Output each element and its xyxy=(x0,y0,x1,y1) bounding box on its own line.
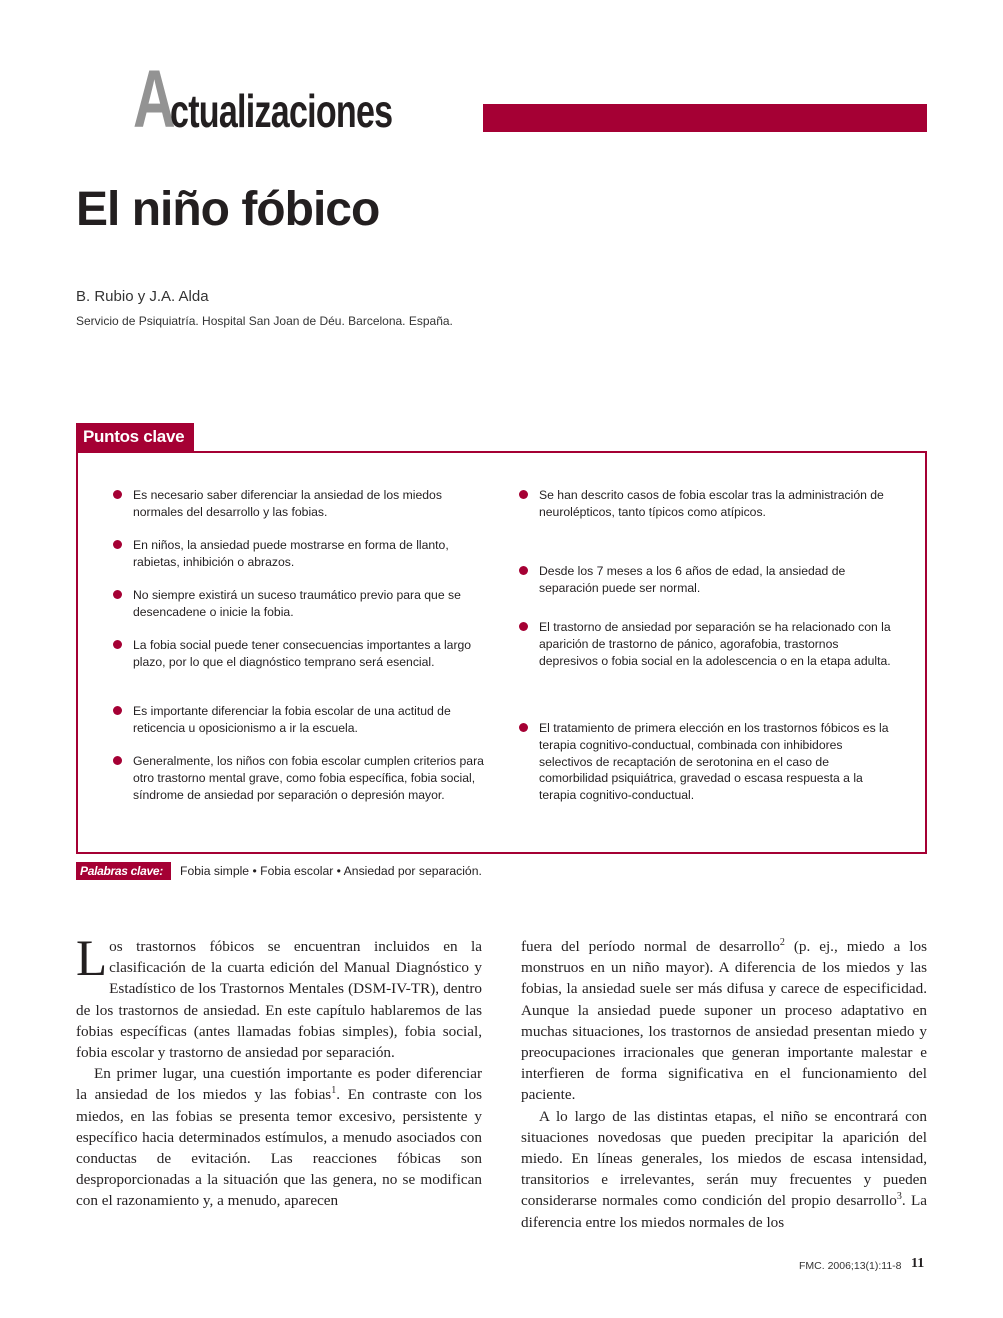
reference-mark: 3 xyxy=(896,1191,902,1203)
section-initial: A xyxy=(133,54,175,145)
body-paragraph: A lo largo de las distintas etapas, el niño se encontrará con situaciones novedosas que pueden precipitar la aparición del miedo. En líneas generales, los miedos de escasa intensidad, transitorios e irrelevantes, serán muy frecuentes y pueden considerarse normales como condición del propio desarrollo$^3$. La diferencia entre los miedos normales de los xyxy=(521,1107,927,1231)
key-point: El trastorno de ansiedad por separación se ha relacionado con la aparición de trastorno de pánico, agorafobia, trastornos depresivos o fobia social en la adolescencia o en la etapa adulta. xyxy=(519,619,894,669)
bullet-icon xyxy=(113,706,122,715)
article-title: El niño fóbico xyxy=(76,183,380,236)
key-point: Es importante diferenciar la fobia escolar de una actitud de reticencia u oposicionismo a ir la escuela. xyxy=(113,703,485,737)
bullet-icon xyxy=(519,723,528,732)
key-point: No siempre existirá un suceso traumático previo para que se desencadene o inicie la fobia. xyxy=(113,587,485,621)
bullet-icon xyxy=(113,490,122,499)
bullet-icon xyxy=(113,756,122,765)
key-points-heading: Puntos clave xyxy=(76,423,194,451)
header-accent-bar xyxy=(483,104,927,132)
section-name: ctualizaciones xyxy=(170,85,393,137)
reference-mark: 1 xyxy=(331,1085,337,1097)
key-point: En niños, la ansiedad puede mostrarse en forma de llanto, rabietas, inhibición o abrazos. xyxy=(113,537,485,571)
key-point: Desde los 7 meses a los 6 años de edad, la ansiedad de separación puede ser normal. xyxy=(519,563,894,597)
drop-cap: L xyxy=(76,931,108,987)
body-column-right xyxy=(521,936,927,1233)
article-authors: B. Rubio y J.A. Alda xyxy=(76,288,209,305)
bullet-icon xyxy=(113,590,122,599)
bullet-icon xyxy=(113,540,122,549)
key-point: Es necesario saber diferenciar la ansiedad de los miedos normales del desarrollo y las fobias. xyxy=(113,487,485,521)
body-paragraph: Los trastornos fóbicos se encuentran incluidos en la clasificación de la cuarta edición del Manual Diagnóstico y Estadístico de los Trastornos Mentales (DSM-IV-TR), dentro de los trastornos de ansiedad. En este capítulo hablaremos de las fobias específicas (antes llamadas fobias simples), fobia social, fobia escolar y trastorno de ansiedad por separación. xyxy=(76,931,482,1062)
page-number: 11 xyxy=(911,1256,925,1271)
body-column-left xyxy=(76,931,483,1212)
bullet-icon xyxy=(113,640,122,649)
body-paragraph: En primer lugar, una cuestión importante es poder diferenciar la ansiedad de los miedos y las fobias$^1$. En contraste con los miedos, en las fobias se presenta temor excesivo, persistente y específico hacia determinados estímulos, a menudo asociados con conductas de evitación. Las reacciones fóbicas son desproporcionadas a la situación que las genera, no se modifican con el razonamiento y, a menudo, aparecen xyxy=(76,1065,483,1210)
key-point: Generalmente, los niños con fobia escolar cumplen criterios para otro trastorno mental grave, como fobia específica, fobia social, síndrome de ansiedad por separación o depresión mayor. xyxy=(113,753,485,803)
keywords-text: Fobia simple • Fobia escolar • Ansiedad por separación. xyxy=(180,864,482,878)
bullet-icon xyxy=(519,490,528,499)
article-affiliation: Servicio de Psiquiatría. Hospital San Joan de Déu. Barcelona. España. xyxy=(76,314,453,328)
key-point: La fobia social puede tener consecuencias importantes a largo plazo, por lo que el diagnóstico temprano será esencial. xyxy=(113,637,485,671)
keywords-label: Palabras clave: xyxy=(76,862,171,880)
bullet-icon xyxy=(519,622,528,631)
bullet-icon xyxy=(519,566,528,575)
journal-citation: FMC. 2006;13(1):11-8 xyxy=(799,1260,902,1272)
key-point: Se han descrito casos de fobia escolar tras la administración de neurolépticos, tanto típicos como atípicos. xyxy=(519,487,894,521)
reference-mark: 2 xyxy=(779,936,785,948)
key-point: El tratamiento de primera elección en los trastornos fóbicos es la terapia cognitivo-conductual, combinada con inhibidores selectivos de recaptación de serotonina en el caso de comorbilidad psiquiátrica, gravedad o escasa respuesta a la terapia cognitivo-conductual. xyxy=(519,720,894,804)
body-paragraph: fuera del período normal de desarrollo$^2$ (p. ej., miedo a los monstruos en un niño mayor). A diferencia de los miedos y las fobias, la ansiedad suele ser más difusa y carece de especificidad. Aunque la ansiedad puede suponer un proceso adaptativo en muchas situaciones, los trastornos de ansiedad presentan miedo y preocupaciones irracionales que generan importante malestar e interfieren de forma significativa en el funcionamiento del paciente. xyxy=(521,936,927,1104)
